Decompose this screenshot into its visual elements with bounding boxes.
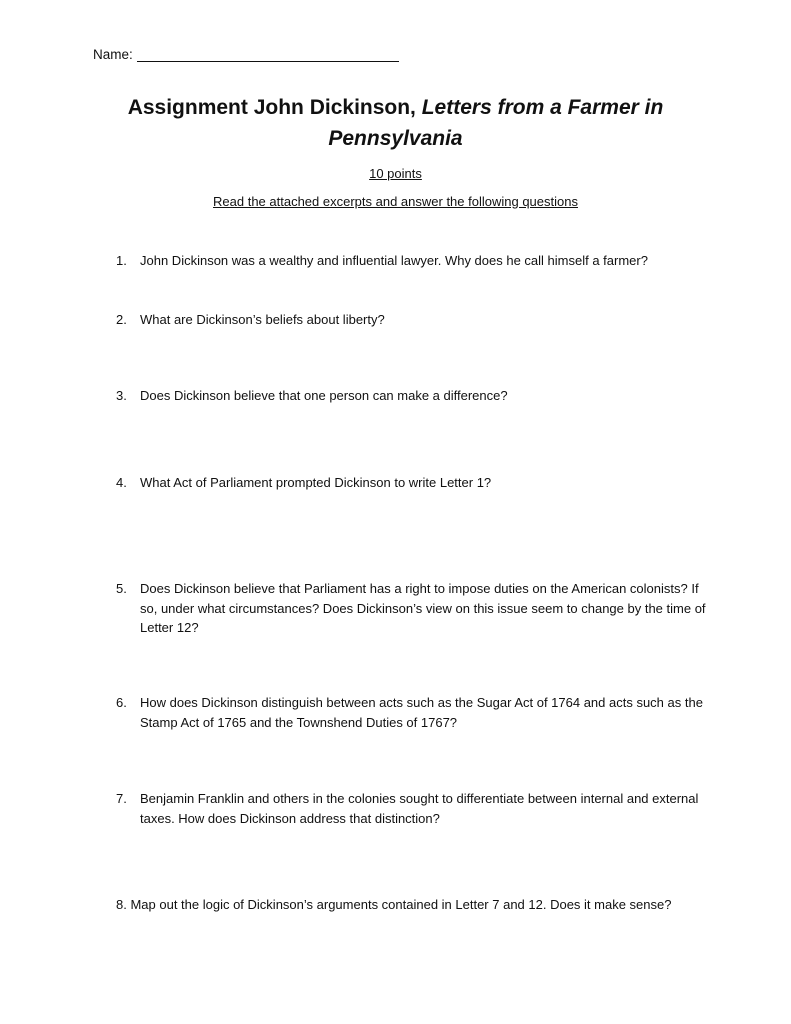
question-number: 6. <box>116 695 127 710</box>
question-text: Benjamin Franklin and others in the colonies sought to differentiate between internal and external taxes. How does Dickinson address that distinction? <box>140 791 699 826</box>
title-italic-line1: Letters from a Farmer in <box>421 96 664 119</box>
question-text: How does Dickinson distinguish between acts such as the Sugar Act of 1764 and acts such as the Stamp Act of 1765 and the Townshend Duties of 1767? <box>140 695 703 730</box>
name-label: Name: <box>93 47 133 62</box>
question-text: Does Dickinson believe that one person can make a difference? <box>140 388 508 403</box>
question-number: 7. <box>116 791 127 806</box>
name-field-row <box>93 46 399 62</box>
title-main: Assignment John Dickinson, <box>127 96 422 119</box>
question-number: 5. <box>116 581 127 596</box>
title-italic-line2: Pennsylvania <box>328 127 463 150</box>
question-text: John Dickinson was a wealthy and influential lawyer. Why does he call himself a farmer? <box>140 253 648 268</box>
question-7 <box>116 789 716 828</box>
assignment-title <box>0 92 791 154</box>
question-number: 4. <box>116 475 127 490</box>
question-number: 3. <box>116 388 127 403</box>
question-5 <box>116 579 716 638</box>
question-2 <box>116 310 716 330</box>
question-text: Does Dickinson believe that Parliament has a right to impose duties on the American colonists? If so, under what circumstances? Does Dickinson’s view on this issue seem to change by the time of Letter 12? <box>140 581 706 635</box>
question-text: What are Dickinson’s beliefs about liberty? <box>140 312 385 327</box>
question-number: 1. <box>116 253 127 268</box>
question-6 <box>116 693 716 732</box>
question-4 <box>116 473 716 493</box>
question-text: What Act of Parliament prompted Dickinson to write Letter 1? <box>140 475 492 490</box>
question-number: 2. <box>116 312 127 327</box>
question-3 <box>116 386 716 406</box>
instructions-text: Read the attached excerpts and answer the following questions <box>213 194 578 209</box>
name-blank-line <box>137 46 399 62</box>
question-8: 8. Map out the logic of Dickinson’s arguments contained in Letter 7 and 12. Does it make sense? <box>116 897 672 912</box>
points-label: 10 points <box>369 166 422 181</box>
question-1 <box>116 251 716 271</box>
